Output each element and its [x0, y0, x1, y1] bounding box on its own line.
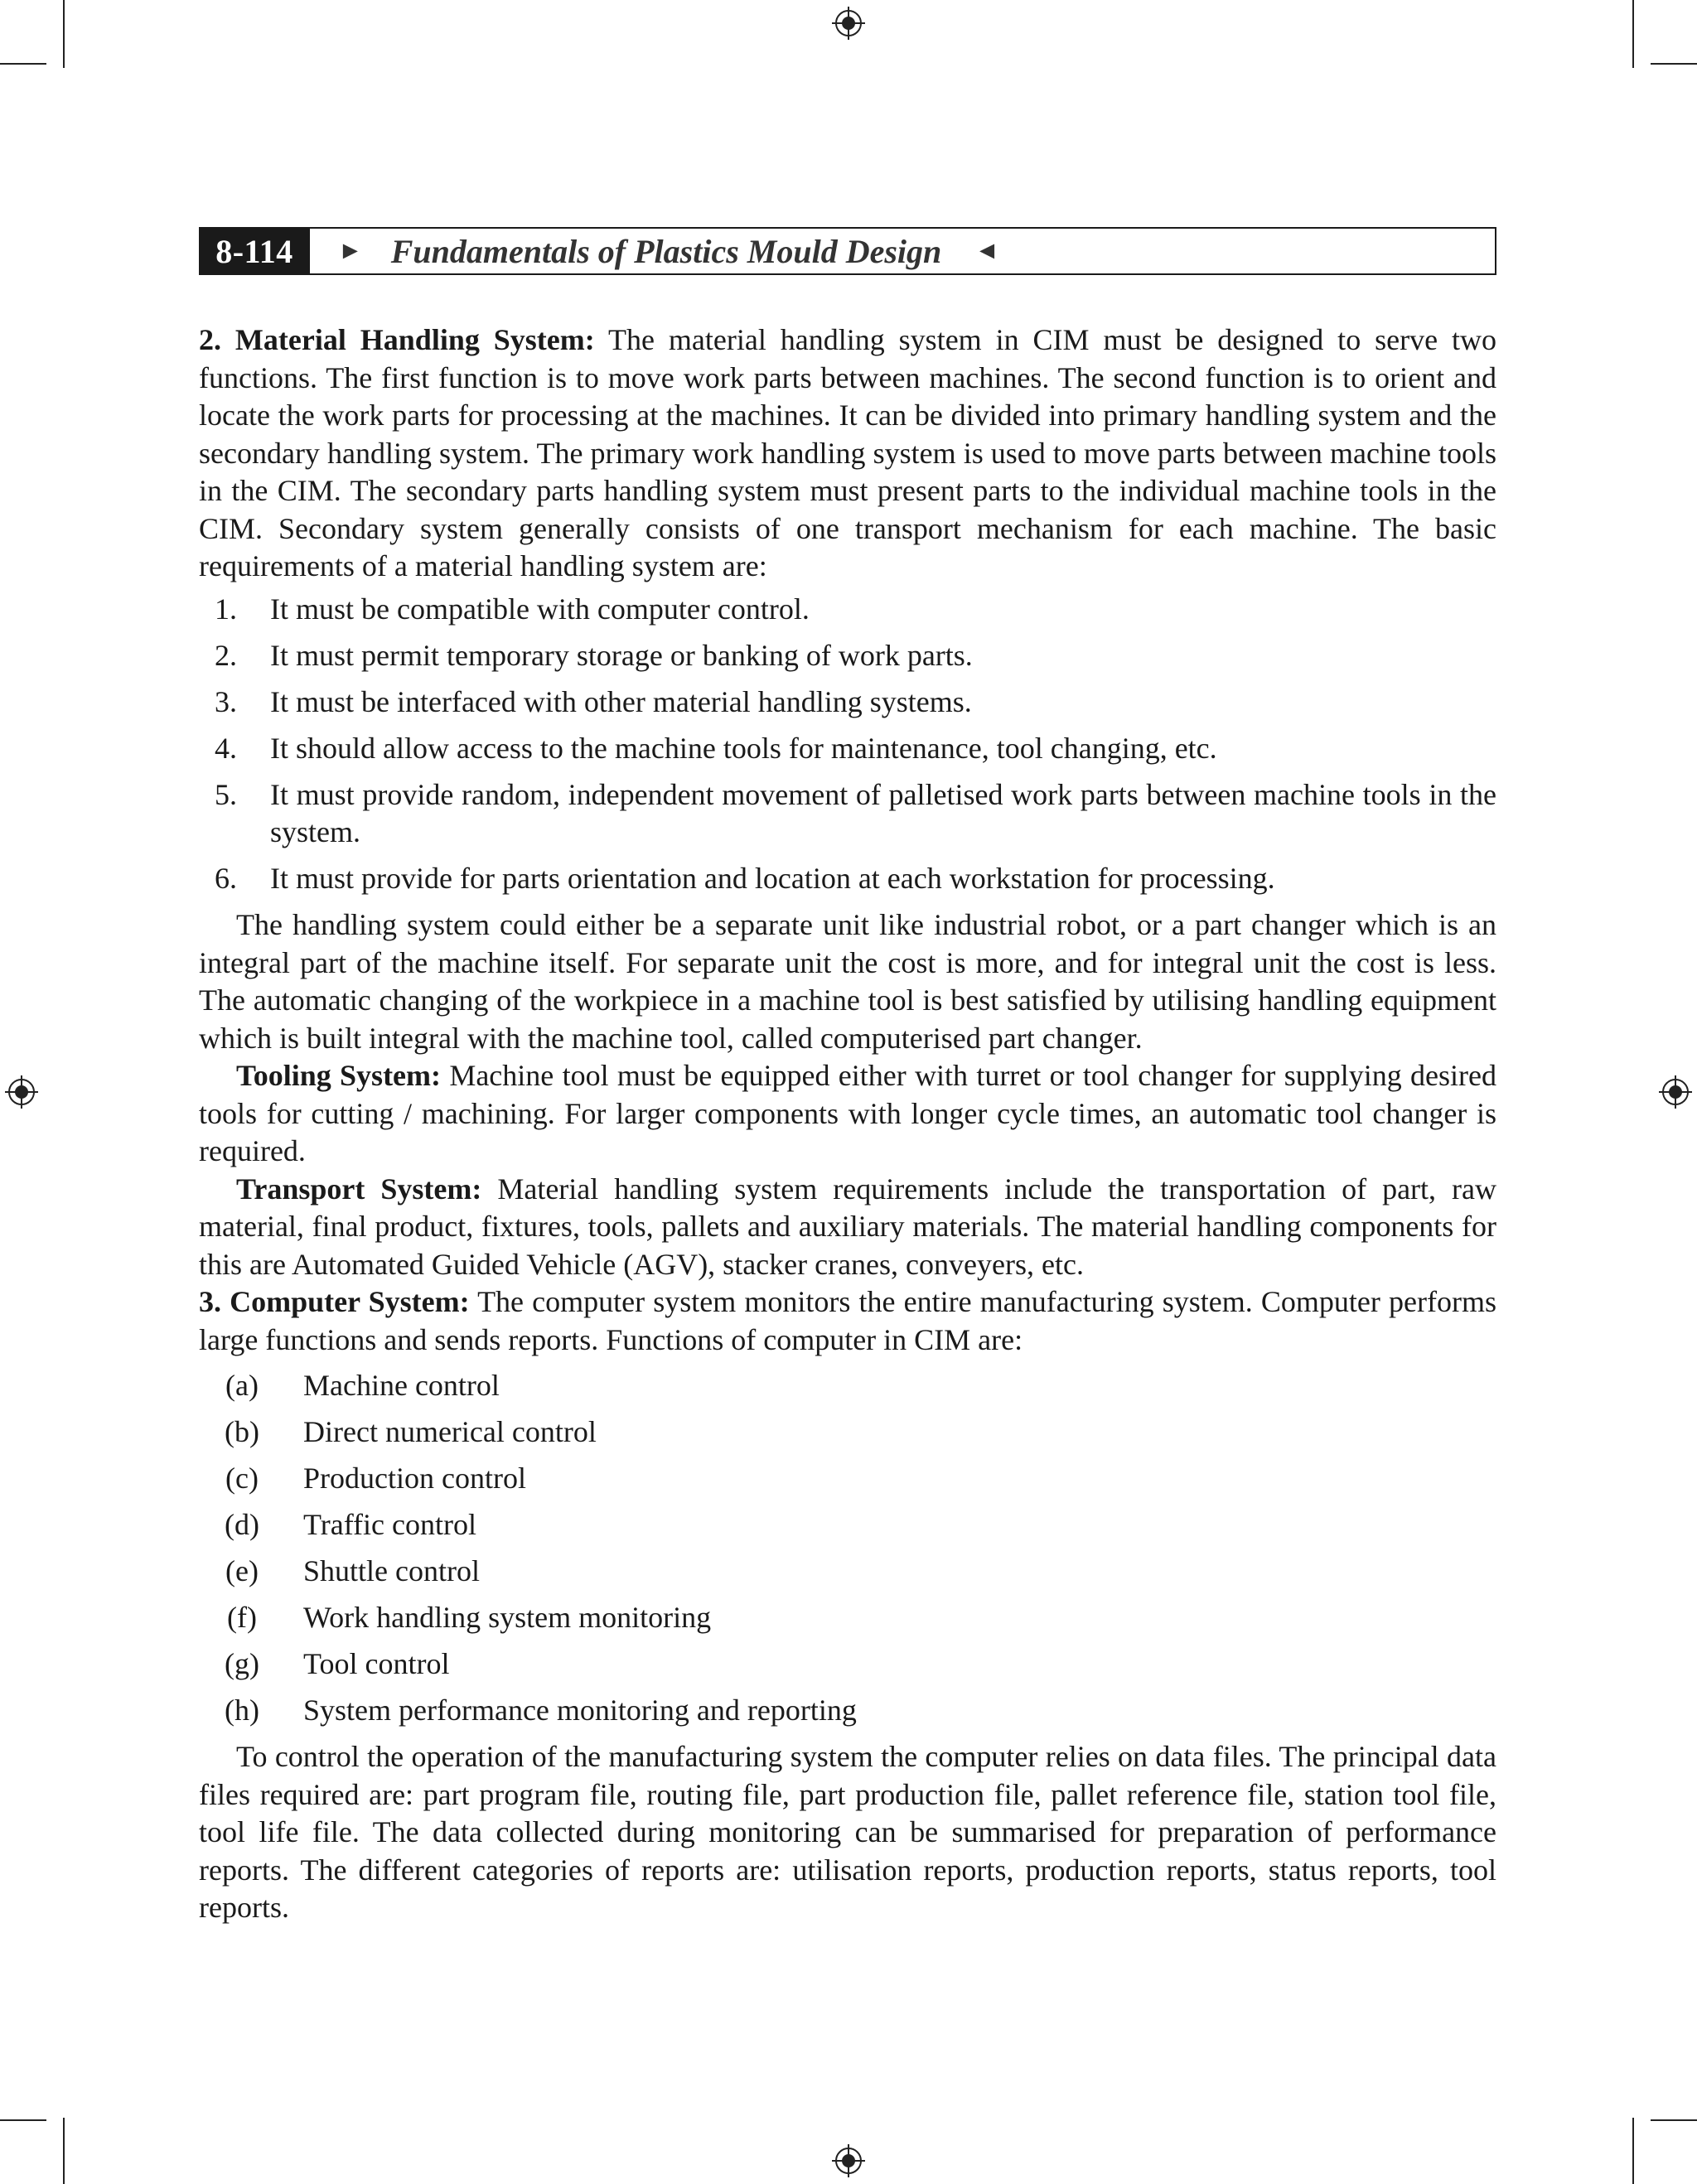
crop-mark — [0, 63, 46, 65]
right-triangle-icon: ► — [338, 237, 363, 264]
section-heading: 2. Material Handling System: — [199, 323, 595, 356]
list-item: 1. It must be compatible with computer control. — [215, 592, 810, 626]
running-header — [199, 227, 1496, 275]
crop-mark — [0, 2119, 46, 2121]
registration-mark-icon — [830, 2143, 867, 2179]
list-item: (b) Direct numerical control — [225, 1415, 597, 1448]
crop-mark — [1632, 2118, 1634, 2184]
crop-mark — [1632, 0, 1634, 68]
left-triangle-icon: ◄ — [974, 237, 999, 264]
subsection-heading: Tooling System: — [236, 1059, 442, 1092]
crop-mark — [1651, 63, 1697, 65]
crop-mark — [63, 0, 65, 68]
subsection-heading: Transport System: — [236, 1172, 482, 1206]
list-item: (c) Production control — [225, 1462, 526, 1495]
book-title: Fundamentals of Plastics Mould Design — [390, 232, 942, 270]
crop-mark — [1651, 2119, 1697, 2121]
list-item: 4. It should allow access to the machine tools for maintenance, tool changing, etc. — [215, 731, 1217, 765]
list-item: (f) Work handling system monitoring — [227, 1601, 712, 1634]
list-item: (a) Machine control — [225, 1369, 500, 1402]
computer-system-paragraph: 3. Computer System: The computer system monitors the entire manufacturing system. Computer performs large functions and sends reports. Functions of computer in CIM are: — [199, 1285, 1496, 1356]
list-item: 6. It must provide for parts orientation and location at each workstation for processing. — [215, 862, 1275, 895]
crop-mark — [63, 2118, 65, 2184]
list-item: (e) Shuttle control — [225, 1554, 480, 1587]
data-files-paragraph: To control the operation of the manufacturing system the computer relies on data files. The principal data files required are: part program file, routing file, part production file, pallet reference file, station tool file, tool life file. The data collected during monitoring can be summarised for preparation of performance reports. The different categories of reports are: utilisation reports, production reports, status reports, tool reports. — [199, 1740, 1496, 1924]
registration-mark-icon — [830, 5, 867, 41]
handling-paragraph: The handling system could either be a separate unit like industrial robot, or a part changer which is an integral part of the machine itself. For separate unit the cost is more, and for integral unit the cost is less. The automatic changing of the workpiece in a machine tool is best satisfied by utilising handling equipment which is built integral with the machine tool, called computerised part changer. — [199, 908, 1496, 1055]
functions-list — [199, 1367, 1496, 1730]
tooling-paragraph: Tooling System: Machine tool must be equipped either with turret or tool changer for supplying desired tools for cutting / machining. For larger components with longer cycle times, an automatic tool changer is required. — [199, 1059, 1496, 1167]
section-heading: 3. Computer System: — [199, 1285, 470, 1318]
transport-paragraph: Transport System: Material handling system requirements include the transportation of part, raw material, final product, fixtures, tools, pallets and auxiliary materials. The material handling components for this are Automated Guided Vehicle (AGV), stacker cranes, conveyers, etc. — [199, 1172, 1497, 1281]
list-item: 2. It must permit temporary storage or banking of work parts. — [215, 638, 973, 672]
book-title-box — [310, 227, 1496, 275]
material-handling-paragraph: 2. Material Handling System: The material handling system in CIM must be designed to serve two functions. The first function is to move work parts between machines. The second function is to orient and locate the work parts for processing at the machines. It can be divided into primary handling system and the secondary handling system. The primary work handling system is used to move parts between machine tools in the CIM. The secondary parts handling system must present parts to the individual machine tools in the CIM. Secondary system generally consists of one transport mechanism for each machine. The basic requirements of a material handling system are: — [199, 323, 1496, 582]
requirements-list — [199, 591, 1496, 898]
list-item: 5. It must provide random, independent movement of palletised work parts between machine tools in the system. — [215, 777, 1496, 848]
registration-mark-icon — [1657, 1074, 1694, 1110]
page-number: 8-114 — [199, 227, 310, 275]
list-item: (g) Tool control — [225, 1647, 450, 1680]
list-item: 3. It must be interfaced with other material handling systems. — [215, 684, 972, 718]
list-item: (d) Traffic control — [225, 1508, 476, 1541]
registration-mark-icon — [3, 1074, 40, 1110]
list-item: (h) System performance monitoring and reporting — [225, 1694, 857, 1727]
page-body — [199, 321, 1496, 1927]
